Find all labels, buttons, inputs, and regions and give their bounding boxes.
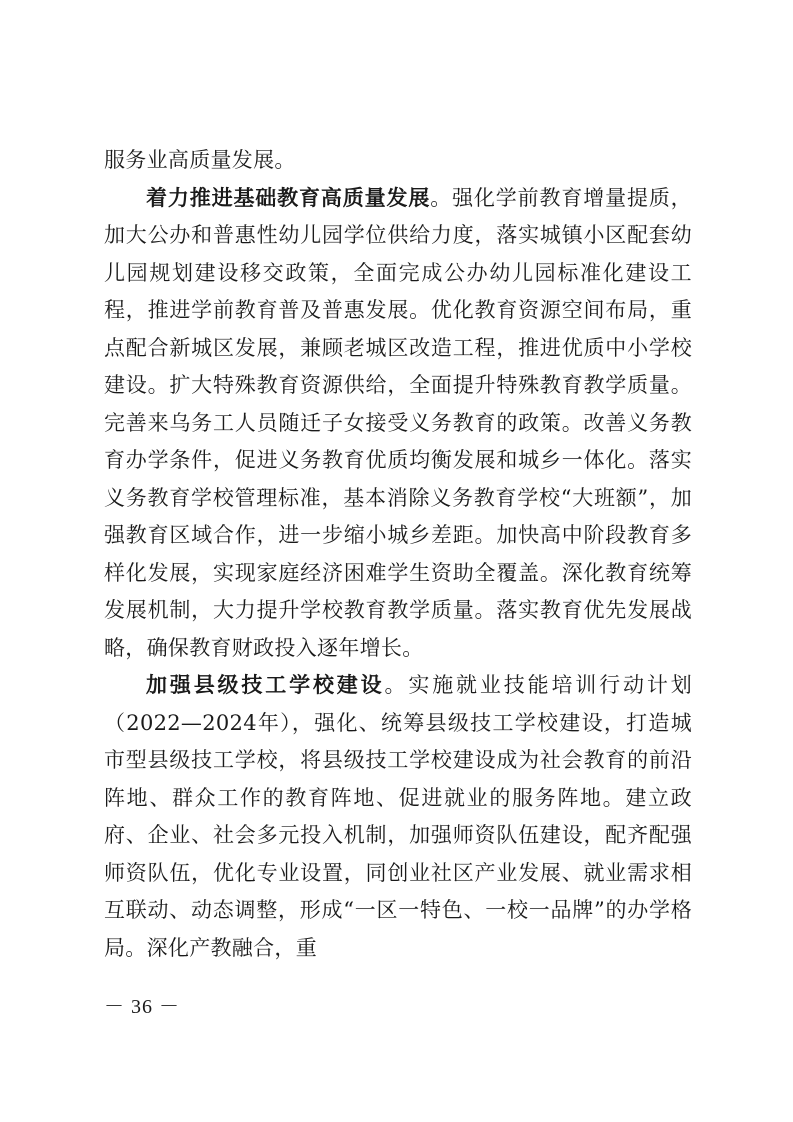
paragraph-text: 。实施就业技能培训行动计划（2022—2024年），强化、统筹县级技工学校建设，打造城市型县级技工学校，将县级技工学校建设成为社会教育的前沿阵地、群众工作的教育阵地、促进就业的服务阵地。建立政府、企业、社会多元投入机制，加强师资队伍建设，配齐配强师资队伍，优化专业设置，同创业社区产业发展、就业需求相互联动、动态调整，形成“一区一特色、一校一品牌”的办学格局。深化产教融合，重	[104, 673, 692, 960]
paragraph-text: 。强化学前教育增量提质，加大公办和普惠性幼儿园学位供给力度，落实城镇小区配套幼儿园规划建设移交政策，全面完成公办幼儿园标准化建设工程，推进学前教育普及普惠发展。优化教育资源空间布局，重点配合新城区发展，兼顾老城区改造工程，推进优质中小学校建设。扩大特殊教育资源供给，全面提升特殊教育教学质量。完善来乌务工人员随迁子女接受义务教育的政策。改善义务教育办学条件，促进义务教育优质均衡发展和城乡一体化。落实义务教育学校管理标准，基本消除义务教育学校“大班额”，加强教育区域合作，进一步缩小城乡差距。加快高中阶段教育多样化发展，实现家庭经济困难学生资助全覆盖。深化教育统筹发展机制，大力提升学校教育教学质量。落实教育优先发展战略，确保教育财政投入逐年增长。	[104, 185, 692, 660]
paragraph-continuation	[104, 142, 692, 180]
body-text	[104, 142, 692, 967]
paragraph-heading: 加强县级技工学校建设	[146, 673, 385, 697]
paragraph-text: 服务业高质量发展。	[104, 148, 296, 172]
paragraph-technical-school	[104, 667, 692, 967]
page-number: － 36 －	[104, 996, 180, 1018]
paragraph-basic-education	[104, 180, 692, 668]
paragraph-heading: 着力推进基础教育高质量发展	[146, 185, 431, 210]
